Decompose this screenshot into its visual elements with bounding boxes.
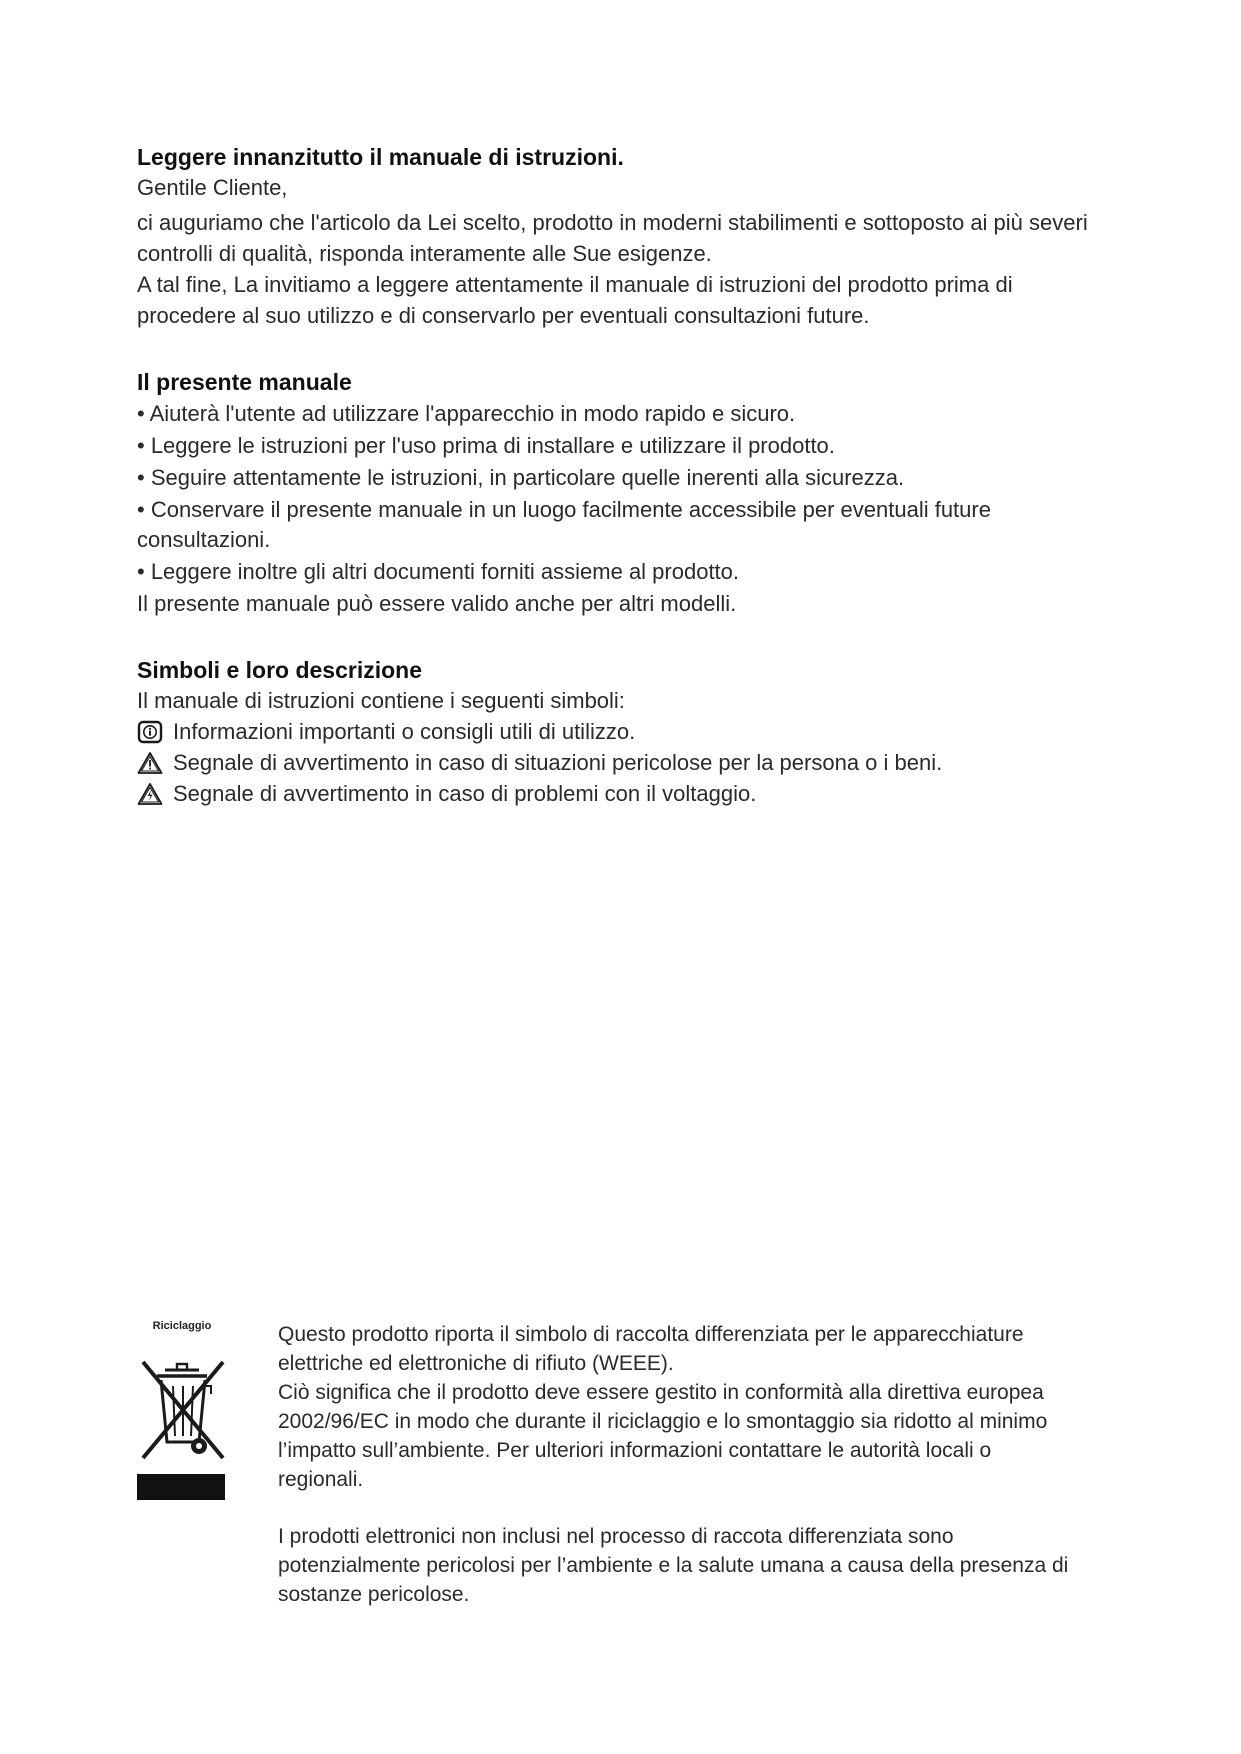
symbol-text: Segnale di avvertimento in caso di problemi con il voltaggio. [173, 781, 757, 806]
manual-bullet: • Conservare il presente manuale in un luogo facilmente accessibile per eventuali future consultazioni. [137, 497, 991, 552]
symbol-text: Segnale di avvertimento in caso di situazioni pericolose per la persona o i beni. [173, 750, 943, 775]
black-bar-mark [137, 1474, 225, 1500]
manual-bullet: • Aiuterà l'utente ad utilizzare l'apparecchio in modo rapido e sicuro. [137, 401, 796, 426]
symbols-section [137, 655, 1112, 809]
crossed-bin-icon [137, 1350, 229, 1468]
recycling-paragraph-3: I prodotti elettronici non inclusi nel processo di raccota differenziata sono potenzialmente pericolosi per l’ambiente e la salute umana a causa della presenza di sostanze pericolose. [278, 1525, 1069, 1606]
symbol-item-info [137, 716, 1112, 747]
info-icon [137, 720, 163, 744]
manual-bullet: • Seguire attentamente le istruzioni, in particolare quelle inerenti alla sicurezza. [137, 465, 905, 490]
symbol-text: Informazioni importanti o consigli utili di utilizzo. [173, 719, 636, 744]
manual-title: Il presente manuale [137, 369, 352, 395]
recycling-caption: Riciclaggio [152, 1320, 212, 1332]
symbol-item-voltage [137, 778, 1112, 809]
greeting: Gentile Cliente, [137, 175, 288, 200]
recycling-text [278, 1320, 1078, 1609]
warning-triangle-icon [137, 751, 163, 775]
intro-paragraph-2: A tal fine, La invitiamo a leggere attentamente il manuale di istruzioni del prodotto prima di procedere al suo utilizzo e di conservarlo per eventuali consultazioni future. [137, 272, 1013, 328]
manual-bullet: • Leggere inoltre gli altri documenti forniti assieme al prodotto. [137, 559, 740, 584]
manual-bullet: • Leggere le istruzioni per l'uso prima di installare e utilizzare il prodotto. [137, 433, 835, 458]
recycling-paragraph-1: Questo prodotto riporta il simbolo di raccolta differenziata per le apparecchiature elettriche ed elettroniche di rifiuto (WEEE). [278, 1323, 1024, 1375]
voltage-warning-icon [137, 782, 163, 806]
intro-title: Leggere innanzitutto il manuale di istruzioni. [137, 144, 624, 170]
recycling-paragraph-2: Ciò significa che il prodotto deve essere gestito in conformità alla direttiva europea 2002/96/EC in modo che durante il riciclaggio e lo smontaggio sia ridotto al minimo l’impatto sull’ambiente. Per ulteriori informazioni contattare le autorità locali o regionali. [278, 1381, 1048, 1491]
recycling-symbol-block [137, 1320, 232, 1500]
main-content [137, 142, 1112, 809]
manual-section [137, 367, 1112, 619]
symbols-title: Simboli e loro descrizione [137, 657, 423, 683]
intro-paragraph-1: ci auguriamo che l'articolo da Lei scelto, prodotto in moderni stabilimenti e sottoposto ai più severi controlli di qualità, risponda interamente alle Sue esigenze. [137, 210, 1088, 266]
symbol-item-warning [137, 747, 1112, 778]
symbols-intro: Il manuale di istruzioni contiene i seguenti simboli: [137, 688, 625, 713]
manual-note: Il presente manuale può essere valido anche per altri modelli. [137, 591, 737, 616]
